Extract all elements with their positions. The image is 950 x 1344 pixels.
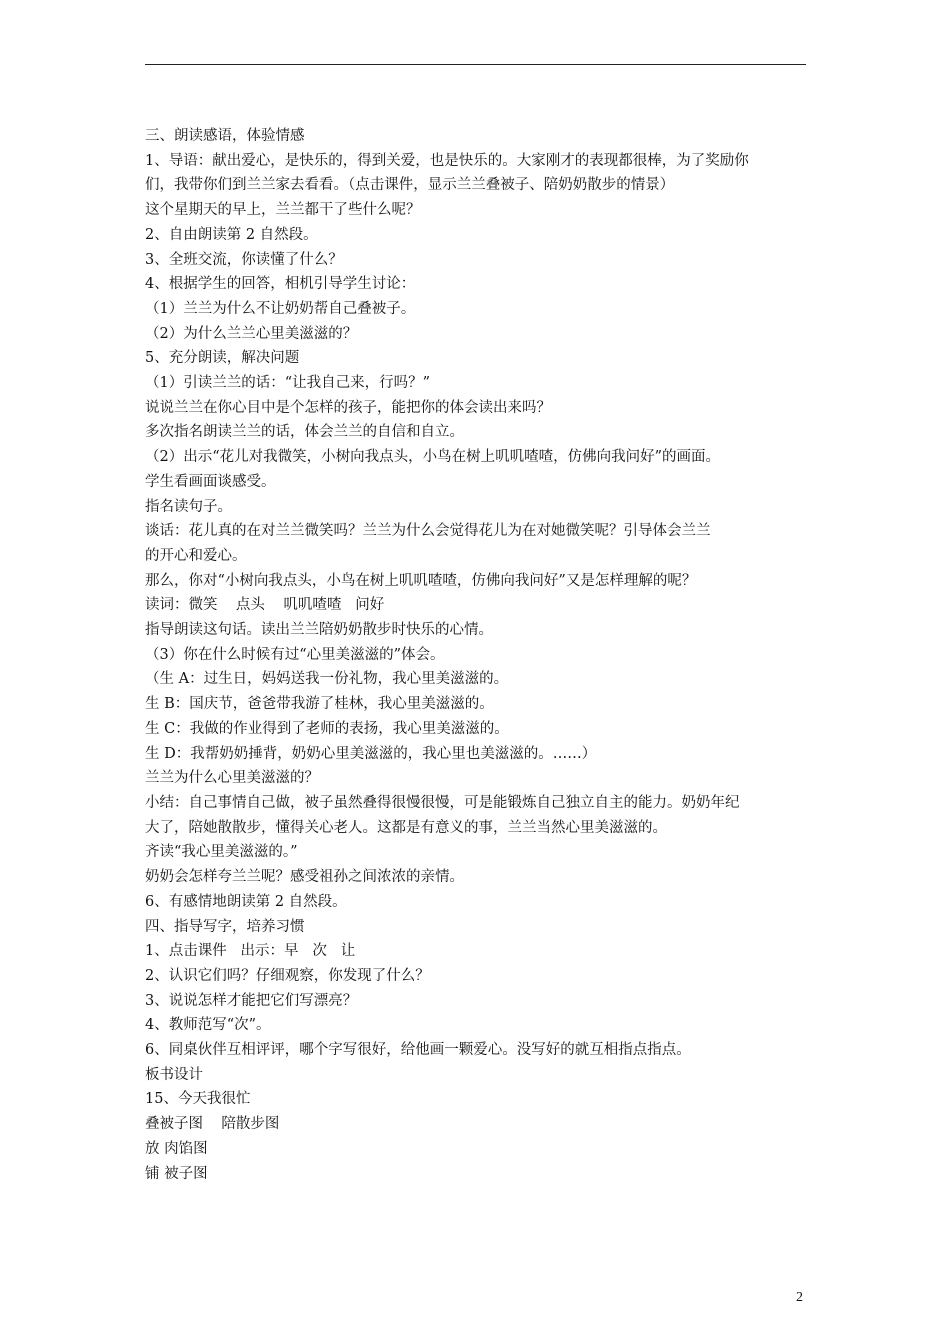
text-line: 说说兰兰在你心目中是个怎样的孩子，能把你的体会读出来吗？ (145, 399, 551, 416)
text-line: 15、今天我很忙 (145, 1091, 251, 1108)
text-line: 三、朗读感语，体验情感 (145, 128, 305, 144)
text-line: 3、全班交流，你读懂了什么？ (145, 251, 343, 268)
text-line: 谈话：花儿真的在对兰兰微笑吗？兰兰为什么会觉得花儿为在对她微笑呢？引导体会兰兰 (145, 523, 711, 540)
text-line: （1）兰兰为什么不让奶奶帮自己叠被子。 (145, 300, 416, 317)
text-line: 6、同桌伙伴互相评评，哪个字写很好，给他画一颗爱心。没写好的就互相指点指点。 (145, 1042, 691, 1059)
text-line: （生 A：过生日，妈妈送我一份礼物，我心里美滋滋的。 (145, 671, 509, 688)
text-line: 4、根据学生的回答，相机引导学生讨论： (145, 276, 416, 293)
text-line: 指名读句子。 (145, 498, 232, 515)
text-line: 指导朗读这句话。读出兰兰陪奶奶散步时快乐的心情。 (145, 622, 493, 639)
text-line: 叠被子图 陪散步图 (145, 1116, 280, 1133)
text-line: 3、说说怎样才能把它们写漂亮？ (145, 992, 358, 1009)
text-line: 铺 被子图 (145, 1165, 208, 1182)
text-line: 生 C：我做的作业得到了老师的表扬，我心里美滋滋的。 (145, 720, 509, 737)
page-number: 2 (796, 1290, 803, 1305)
text-line: 齐读“我心里美滋滋的。” (145, 844, 298, 861)
text-line: 5、充分朗读，解决问题 (145, 350, 300, 367)
text-line: 4、教师范写“次”。 (145, 1017, 271, 1034)
header-rule (145, 64, 806, 65)
text-line: 生 D：我帮奶奶捶背，奶奶心里美滋滋的，我心里也美滋滋的。……） (145, 745, 597, 762)
text-line: （2）出示“花儿对我微笑，小树向我点头，小鸟在树上叽叽喳喳，仿佛向我问好”的画面。 (145, 449, 721, 466)
text-line: 小结：自己事情自己做，被子虽然叠得很慢很慢，可是能锻炼自己独立自主的能力。奶奶年纪 (145, 794, 740, 811)
text-line: （3）你在什么时候有过“心里美滋滋的”体会。 (145, 646, 445, 663)
text-line: （1）引读兰兰的话：“让我自己来，行吗？” (145, 375, 431, 392)
document-body (145, 124, 810, 1186)
text-line: 放 肉馅图 (145, 1140, 208, 1157)
text-line: 大了，陪她散散步，懂得关心老人。这都是有意义的事，兰兰当然心里美滋滋的。 (145, 819, 667, 836)
text-line: 四、指导写字，培养习惯 (145, 918, 305, 935)
text-line: （2）为什么兰兰心里美滋滋的？ (145, 325, 358, 342)
text-line: 板书设计 (145, 1066, 203, 1083)
text-line: 这个星期天的早上，兰兰都干了些什么呢？ (145, 202, 421, 219)
text-line: 6、有感情地朗读第 2 自然段。 (145, 893, 347, 910)
text-line: 2、认识它们吗？仔细观察，你发现了什么？ (145, 967, 430, 984)
text-line: 兰兰为什么心里美滋滋的？ (145, 770, 319, 787)
text-line: 生 B：国庆节，爸爸带我游了桂林，我心里美滋滋的。 (145, 696, 494, 713)
text-line: 奶奶会怎样夸兰兰呢？感受祖孙之间浓浓的亲情。 (145, 869, 464, 886)
text-line: 的开心和爱心。 (145, 547, 247, 564)
text-line: 2、自由朗读第 2 自然段。 (145, 226, 318, 243)
text-line: 们，我带你们到兰兰家去看看。（点击课件，显示兰兰叠被子、陪奶奶散步的情景） (145, 177, 675, 194)
text-line: 1、导语：献出爱心，是快乐的，得到关爱，也是快乐的。大家刚才的表现都很棒，为了奖励你 (145, 152, 749, 169)
text-line: 多次指名朗读兰兰的话，体会兰兰的自信和自立。 (145, 424, 464, 441)
text-line: 学生看画面谈感受。 (145, 473, 276, 490)
text-line: 读词：微笑 点头 叽叽喳喳 问好 (145, 597, 385, 614)
text-line: 1、点击课件 出示：早 次 让 (145, 943, 356, 960)
text-line: 那么，你对“小树向我点头，小鸟在树上叽叽喳喳，仿佛向我问好”又是怎样理解的呢？ (145, 572, 697, 589)
